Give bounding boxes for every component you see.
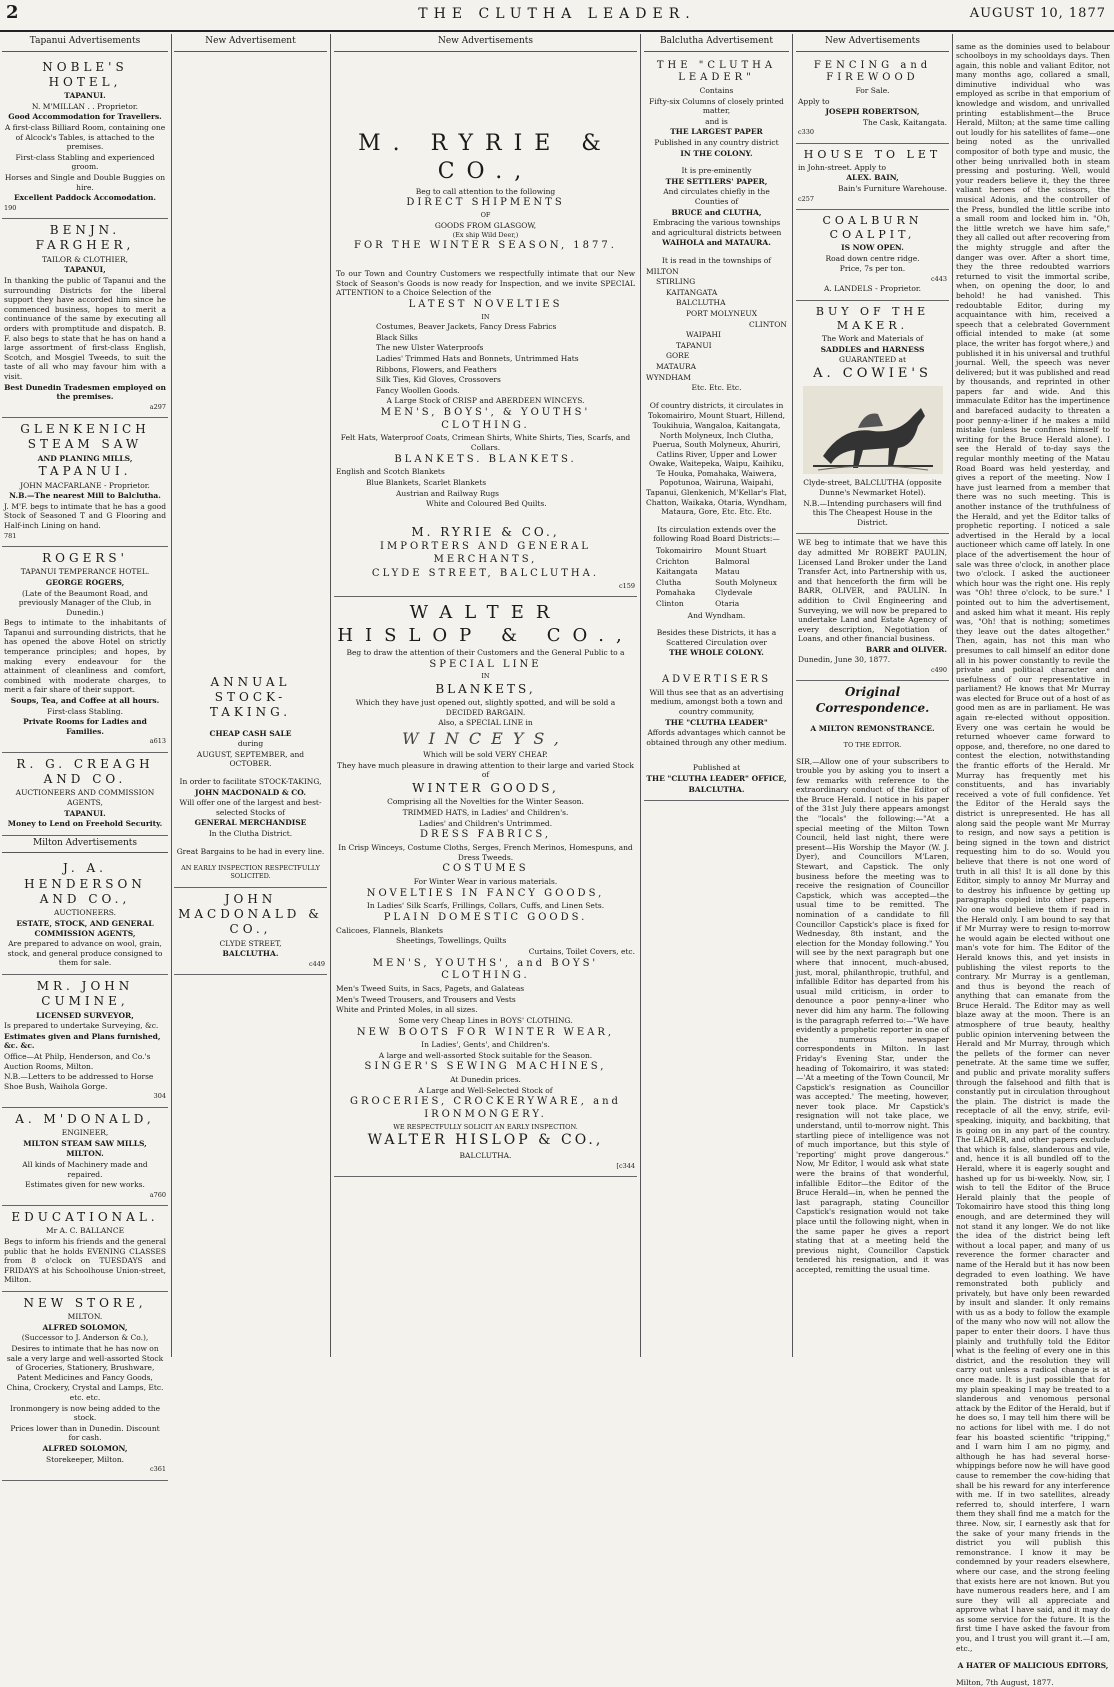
list-item: Black Silks <box>376 332 418 342</box>
horse-engraving <box>803 386 943 474</box>
ad-title: ANNUAL STOCK-TAKING. <box>209 674 292 720</box>
list-item: Silk Ties, Kid Gloves, Crossovers <box>376 375 501 385</box>
section-heading: New Advertisements <box>334 34 637 52</box>
ad-house-to-let: HOUSE TO LET in John-street. Apply to ALEX. BAIN, Bain's Furniture Warehouse. c257 <box>796 144 949 210</box>
correspondence-heading: Original Correspondence. <box>815 685 930 715</box>
column-letter-continued: same as the dominies used to belabour schoolboys in my schooldays days. Then again, this noble and valiant Editor, not many months ago, collared a small, diminutive individual who was employed as scribe in that emporium of knowledge and wisdom, and unrivalled printing establishment—the Bruce Herald, Milton; at the same time calling out loudly for his satellites of fame—one being noted as the unrivalled compositor of both type and music, the other being unrivalled both in steam pressing and posturing. Well, would your readers believe it, they the three valiant heroes of the scissors, the musical Adonis, and the controller of the Press, bundled the little scribe into a small room and locked him in. "Oh, the little wretch we have him safe," they all called out after recovering from the mighty struggle and after the danger was over. After a short time, they the three redoubted warriors returned to visit the immortal scribe, when, on opening the door, lo and behold! he had vanished. This redoubtable Editor, during my acquaintance with him, received a speech that a celebrated Government official intended to make (at some place, the writer has forgot where,) and published it in his universal and truthful journal. Well, the speech was never delivered; but it was published and read by thousands, and reprinted in other papers far and wide. And this immaculate Editor has the impertinence and barefaced audacity to threaten a poor penny-a-liner if he makes a mild mistake (unless he confines himself to writing for the Bruce Herald alone). I see the Herald of to-day says the regular monthly meeting of the Matau Road Board was held yesterday, and gives a report of the meeting. Now I have just learned from a member that there was no such meeting. This is another instance of the truthfulness of the Herald, and yet the Editor talks of prophetic reporting. I noticed a sale advertised in the Herald by a local auctioneer which came off lately. In one place of the advertisement the hour of sale was three o'clock, in another place two o'clock. I asked the auctioneer which hour was the right one. His reply was "Oh! three o'clock, to be sure." I pointed out to him the advertisement, and asked him what it meant. His reply was, "Oh! that is nothing; sometimes they leave out the dates altogether." Then, again, has not this man who presumes to call himself an editor done all in his power constantly to revile the private and political character and usefulness of our representative in parliament? He knows that Mr Murray was elected for Bruce out of a host of as good men as are in parliament. He was again re-elected without opposition. Every one was certain he would be returned whoever came forward to oppose, and, therefore, no one dared to contest the election, notwithstanding the frantic efforts of the Herald. Mr Murray has frequently met his constituents, and has invariably received a vote of full confidence. Yet the Editor of the Herald says the district is unrepresented. He has all along said the people want Mr Murray to resign, and now says a petition is being signed in the town and district requesting him to do so. Would you believe that there is not one word of truth in all this! It is all done by this Editor, simply to annoy Mr Murray and to destroy his influence by getting up paragraphs copied into other papers. No one would believe them if read in the Herald only. I am bound to say that if Mr Murray were to resign to-morrow he would again be elected without one man's vote for him. The Editor of the Herald knows this, and yet insists in publishing the vilest reports to the contrary. Mr Murray is a gentleman, and thus is beyond the reach of anything that can emanate from the Bruce Herald. The Editor may as well blaze away at the moon. There is an atmosphere of true beauty, healthy public opinion intervening between the Herald and Mr Murray, through which the pellets of the former can never penetrate. At the same time we suffer, and public and private morality suffers through the falsehood and filth that is constantly put in circulation throughout the plain. The district is made the receptacle of all the envy, strife, evil-speaking, iniquity, and backbiting, that is going on in any part of the country. The LEADER, and other papers exclude that which is false, slanderous and vile, and, hence it is all bundled off to the Herald, where it is eagerly sought and hashed up for us bi-weekly. Now, sir, I wish to tell the Editor of the Bruce Herald plainly that the people of Tokomairiro have stood this thing long enough, and are determined they will not stand it any longer. We do not like the idea of the district being left without a local paper, and many of us reverence the former character and name of the Herald but it has now been degraded to even loathing. We have remonstrated both publicly and privately, but have only been rewarded by insult and slander. It only remains with us as a body to follow the example of the many who now will not allow the paper to enter their doors. I have thus plainly and truthfully told the Editor what is the feeling of every one in this district, and the resolution they will carry out unless a radical change is at once made. It is just possible that for my plain speaking I may be treated to a slanderous and venomous personal attack by the Editor of the Herald, but if he does so, I may tell him there will be no actions for libel with me. I do not fear his boasted scientific "tripping," and I warn him I am no pigmy, and although he has had several horse-whippings before now he will have good cause to remember the cow-hiding that shall be his reward for any interference with me. If in two satellites, already referred to, should interfere, I warn them they shall find me a match for the three. Now, sir, I earnestly ask that for the sake of your many friends in the district you will publish this remonstrance. I know it may be condemned by your readers elsewhere, where our case, and the strong feeling that exists here are not known. But you have numerous readers here, and I am sure they will all appreciate and approve what I have said, and it may do as some service for the future. It is the first time I have asked the favour from you, and I trust you will grant it.—I am, etc., A HATER OF MALICIOUS EDITORS, Milton, 7th August, 1877. <box>956 41 1110 1687</box>
ad-title: WALTER HISLOP & CO., <box>337 601 634 646</box>
list-item: The new Ulster Waterproofs <box>376 343 484 353</box>
letter-title: A MILTON REMONSTRANCE. <box>810 723 935 733</box>
ad-title: A. M'DONALD, <box>15 1111 155 1126</box>
column-clutha-leader <box>644 34 789 1357</box>
letter-body: SIR,—Allow one of your subscribers to trouble you by asking you to insert a few remarks with reference to the extraordinary conduct of the Editor of the Bruce Herald. I notice in his paper of the 31st July there appears amongst the "locals" the following:—"At a special meeting of the Milton Town Council, held last night, there were present—His Worship the Mayor (W. J. Dyer), and Councillors M'Laren, Stewart, and Capstick. The only business before the meeting was to receive the resignation of Councillor Capstick, which was accepted—the usual time to be remitted. The nomination of a candidate to fill Councillor Capstick's place is fixed for Wednesday, 8th instant, and the election for the Monday following." You will see by the next paragraph but one where that innocent, much-abused, just, moral, philanthropic, truthful, and infallible Editor has departed from his usual mild criticism, in order to denounce a poor penny-a-liner who never did him any harm. The following is the paragraph referred to:—"We have evidently a prophetic reporter in one of the numerous newspaper correspondents in Milton. In last Friday's Evening Star, under the heading of Tokomairiro, it was stated:—'At a meeting of the Town Council, Mr Capstick's resignation as Councillor was accepted.' The meeting, however, never took place. Mr Capstick's resignation will not take place, we understand, until to-morrow night. This startling piece of intelligence was not of much importance, but this style of 'reporting' might prove dangerous." Now, Mr Editor, I would ask what state were the brains of that wonderful, infallible Editor—the Editor of the Bruce Herald—in, when he penned the last paragraph, stating Councillor Capstick's resignation would not take place until the following night, when in the same paper he gives a report stating that at a meeting held the previous night, Councillor Capstick tendered his resignation, and it was accepted, remitting the usual time. <box>796 756 949 1274</box>
ad-title: J. A. HENDERSON AND CO., <box>24 861 146 907</box>
section-heading: Milton Advertisements <box>2 836 168 854</box>
list-item: WAIPAHI <box>686 330 721 340</box>
list-item: MATAURA <box>656 361 697 371</box>
list-item: Mount Stuart <box>715 546 767 556</box>
ad-nobles-hotel: NOBLE'S HOTEL, TAPANUI. N. M'MILLAN . . Proprietor. Good Accommodation for Travellers. A first-class Billiard Room, containing one of Alcock's Tables, is attached to the premises. First-class Stabling and experienced groom. Horses and Single and Double Buggies on hire. Excellent Paddock Accomodation. 190 <box>2 56 168 220</box>
list-item: Etc. Etc. Etc. <box>691 383 742 393</box>
ad-clutha-leader: THE "CLUTHA LEADER" Contains Fifty-six Columns of closely printed matter, and is THE LARGEST PAPER Published in any country district IN THE COLONY. It is pre-eminently THE SETTLERS' PAPER, And circulates chiefly in the Counties of BRUCE and CLUTHA, Embracing the various townships and agricultural districts between WAIHOLA and MATAURA. It is read in the townships of MILTON STIRLING KAITANGATA BALCLUTHA PORT MOLYNEUX CLINTON WAIPAHI TAPANUI GORE MATAURA WYNDHAM Etc. Etc. Etc. Of country districts, it circulates in Tokomairiro, Mount Stuart, Hillend, Toukihuia, Wangaloa, Kaitangata, North Molyneux, Inch Clutha, Puerua, South Molyneux, Ahuriri, Catlins River, Upper and Lower Owake, Waitepeka, Waipu, Kaihiku, Te Houka, Pomahaka, Waiwera, Popotunoa, Wairuna, Waipahi, Tapanui, Glenkenich, M'Kellar's Flat, Chatton, Waikaka, Otaria, Wyndham, Mataura, Gore, Etc. Etc. Etc. Its circulation extends over the following Road Board Districts:— Tokomairiro Crichton Kaitangata Clutha Pomahaka Clinton Mount Stuart Balmoral Matau South Molyneux Clydevale Otaria And Wyndham. Besides these Districts, it has a Scattered Circulation over THE WHOLE COLONY. ADVERTISERS Will thus see that as an advertising medium, amongst both a town and country community, THE "CLUTHA LEADER" Affords advantages which cannot be obtained through any other medium. Published at THE "CLUTHA LEADER" OFFICE, BALCLUTHA. <box>644 56 789 802</box>
ad-henderson: J. A. HENDERSON AND CO., AUCTIONEERS. ESTATE, STOCK, AND GENERAL COMMISSION AGENTS, Are prepared to advance on wool, grain, stock, and general produce consigned to them for sale. <box>2 857 168 975</box>
column-divider <box>171 34 172 1357</box>
township-list <box>646 267 787 393</box>
ad-title: M. RYRIE & CO., <box>358 130 613 184</box>
column-new-advertisement <box>174 34 327 1357</box>
column-tapanui-milton <box>2 34 168 1474</box>
list-item: Tokomairiro <box>656 546 703 556</box>
ad-buy-of-the-maker: BUY OF THE MAKER. The Work and Materials of SADDLES and HARNESS GUARANTEED at A. COWIE'S Clyde-street, BALCLUTHA (opposite Dunne's Newmarket Hotel). N.B.—Intending purchasers will find this The Cheapest House in the District. <box>796 301 949 535</box>
list-item: Costumes, Beaver Jackets, Fancy Dress Fabrics <box>376 322 557 332</box>
list-item: Ladies' Trimmed Hats and Bonnets, Untrimmed Hats <box>376 353 579 363</box>
ad-stock-taking: ANNUAL STOCK-TAKING. CHEAP CASH SALE during AUGUST, SEPTEMBER, and OCTOBER. In order to facilitate STOCK-TAKING, JOHN MACDONALD & CO. Will offer one of the largest and best-selected Stocks of GENERAL MERCHANDISE In the Clutha District. Great Bargains to be had in every line. AN EARLY INSPECTION RESPECTFULLY SOLICITED. <box>174 671 327 888</box>
list-item: KAITANGATA <box>666 287 718 297</box>
column-divider <box>952 34 953 1357</box>
section-heading: New Advertisement <box>174 34 327 52</box>
masthead <box>0 0 1114 32</box>
ad-title: NEW STORE, <box>23 1295 147 1310</box>
ad-new-store: NEW STORE, MILTON. ALFRED SOLOMON, (Successor to J. Anderson & Co.), Desires to intimate that he has now on sale a very large and well-assorted Stock of Groceries, Stationery, Brushware, Patent Medicines and Fancy Goods, China, Crockery, Crystal and Lamps, Etc. etc. etc. Ironmongery is now being added to the stock. Prices lower than in Dunedin. Discount for cash. ALFRED SOLOMON, Storekeeper, Milton. c361 <box>2 1292 168 1481</box>
list-item: Ribbons, Flowers, and Feathers <box>376 364 497 374</box>
ad-creagh: R. G. CREAGH AND CO. AUCTIONEERS AND COMMISSION AGENTS, TAPANUI. Money to Lend on Freehold Security. <box>2 753 168 836</box>
list-item: BALCLUTHA <box>676 298 726 308</box>
ad-barr-oliver: WE beg to intimate that we have this day admitted Mr ROBERT PAULIN, Licensed Land Broker under the Land Transfer Act, into Partnership with us, and that henceforth the firm will be BARR, OLIVER, and PAULIN. In addition to Civil Engineering and Surveying, we will now be prepared to undertake Land and Estate Agency of every description, Negotiation of Loans, and other financial business. BARR and OLIVER. Dunedin, June 30, 1877. c490 <box>796 534 949 681</box>
list-item: CLINTON <box>749 319 787 329</box>
list-item: Clutha <box>656 577 682 587</box>
list-item: Clinton <box>656 599 684 609</box>
ad-title: THE "CLUTHA LEADER" <box>656 59 777 84</box>
masthead-rule <box>0 30 1114 32</box>
ad-ryrie: M. RYRIE & CO., Beg to call attention to the following DIRECT SHIPMENTS OF GOODS FROM GLASGOW, (Ex ship Wild Deer,) FOR THE WINTER SEASON, 1877. To our Town and Country Customers we respectfully intimate that our New Stock of Season's Goods is now ready for Inspection, and we invite SPECIAL ATTENTION to a Choice Selection of the LATEST NOVELTIES IN Costumes, Beaver Jackets, Fancy Dress Fabrics Black Silks The new Ulster Waterproofs Ladies' Trimmed Hats and Bonnets, Untrimmed Hats Ribbons, Flowers, and Feathers Silk Ties, Kid Gloves, Crossovers Fancy Woollen Goods. A Large Stock of CRISP and ABERDEEN WINCEYS. MEN'S, BOYS', & YOUTHS' CLOTHING. Felt Hats, Waterproof Coats, Crimean Shirts, White Shirts, Ties, Scarfs, and Collars. BLANKETS. BLANKETS. English and Scotch Blankets Blue Blankets, Scarlet Blankets Austrian and Railway Rugs White and Coloured Bed Quilts. M. RYRIE & CO., IMPORTERS AND GENERAL MERCHANTS, CLYDE STREET, BALCLUTHA. c159 <box>334 126 637 597</box>
column-ryrie-hislop <box>334 34 637 1357</box>
ad-title: MR. JOHN CUMINE, <box>36 978 134 1009</box>
novelties-list <box>336 322 635 395</box>
column-divider <box>640 34 641 1357</box>
issue-date: AUGUST 10, 1877 <box>969 6 1106 21</box>
ad-fencing: FENCING and FIREWOOD For Sale. Apply to JOSEPH ROBERTSON, The Cask, Kaitangata. c330 <box>796 56 949 144</box>
list-item: Otaria <box>715 599 740 609</box>
list-item: Pomahaka <box>656 588 696 598</box>
list-item: WYNDHAM <box>646 372 691 382</box>
ad-rogers-hotel: ROGERS' TAPANUI TEMPERANCE HOTEL. GEORGE ROGERS, (Late of the Beaumont Road, and previously Manager of the Club, in Dunedin.) Begs to intimate to the inhabitants of Tapanui and surrounding districts, that he has opened the above Hotel on strictly temperance principles; and hopes, by making every endeavour for the attainment of cleanliness and comfort, combined with moderate charges, to merit a fair share of their support. Soups, Tea, and Coffee at all hours. First-class Stabling. Private Rooms for Ladies and Families. a613 <box>2 547 168 753</box>
road-board-list <box>646 545 787 610</box>
ad-john-macdonald: JOHN MACDONALD & CO., CLYDE STREET, BALCLUTHA. c449 <box>174 888 327 976</box>
page-number: 2 <box>6 2 19 23</box>
list-item: MILTON <box>646 266 679 276</box>
list-item: GORE <box>666 351 690 361</box>
ad-title: FENCING and FIREWOOD <box>813 59 932 84</box>
ad-title: COALBURN COALPIT, <box>822 213 923 242</box>
ad-title: HOUSE TO LET <box>803 147 942 161</box>
ad-title: R. G. CREAGH AND CO. <box>16 756 154 787</box>
ad-educational: EDUCATIONAL. Mr A. C. BALLANCE Begs to inform his friends and the general public that he holds EVENING CLASSES from 8 o'clock on TUESDAYS and FRIDAYS at his Schoolhouse Union-street, Milton. <box>2 1206 168 1292</box>
column-divider <box>330 34 331 1357</box>
section-heading: New Advertisements <box>796 34 949 52</box>
list-item: Balmoral <box>715 556 750 566</box>
ad-title: NOBLE'S HOTEL, <box>42 59 128 89</box>
ad-walter-hislop: WALTER HISLOP & CO., Beg to draw the attention of their Customers and the General Public to a SPECIAL LINE IN BLANKETS, Which they have just opened out, slightly spotted, and will be sold a DECIDED BARGAIN. Also, a SPECIAL LINE in WINCEYS, Which will be sold VERY CHEAP. They have much pleasure in drawing attention to their large and varied Stock of WINTER GOODS, Comprising all the Novelties for the Winter Season. TRIMMED HATS, in Ladies' and Children's. Ladies' and Children's Untrimmed. DRESS FABRICS, In Crisp Winceys, Costume Cloths, Serges, French Merinos, Homespuns, and Dress Tweeds. COSTUMES For Winter Wear in various materials. NOVELTIES IN FANCY GOODS, In Ladies' Silk Scarfs, Frillings, Collars, Cuffs, and Linen Sets. PLAIN DOMESTIC GOODS. Calicoes, Flannels, Blankets Sheetings, Towellings, Quilts Curtains, Toilet Covers, etc. MEN'S, YOUTHS', and BOYS' CLOTHING. Men's Tweed Suits, in Sacs, Pagets, and Galateas Men's Tweed Trousers, and Trousers and Vests White and Printed Moles, in all sizes. Some very Cheap Lines in BOYS' CLOTHING. NEW BOOTS FOR WINTER WEAR, In Ladies', Gents', and Children's. A large and well-assorted Stock suitable for the Season. SINGER'S SEWING MACHINES, At Dunedin prices. A Large and Well-Selected Stock of GROCERIES, CROCKERYWARE, and IRONMONGERY. WE RESPECTFULLY SOLICIT AN EARLY INSPECTION. WALTER HISLOP & CO., BALCLUTHA. [c344 <box>334 597 637 1177</box>
ad-title: GLENKENICH STEAM SAW <box>20 422 150 452</box>
list-item: STIRLING <box>656 277 696 287</box>
ad-title: BENJN. FARGHER, <box>35 223 135 253</box>
section-heading: Tapanui Advertisements <box>2 34 168 52</box>
letter-body-continued: same as the dominies used to belabour schoolboys in my schooldays days. Then again, this noble and valiant Editor, not many months ago, collared a small, diminutive individual who was employed as scribe in that emporium of knowledge and wisdom, and unrivalled printing establishment—the Bruce Herald, Milton; at the same time calling out loudly for his satellites of fame—one being noted as the unrivalled compositor of both type and music, the other being unrivalled both in steam pressing and posturing. Well, would your readers believe it, they the three valiant heroes of the scissors, the musical Adonis, and the controller of the Press, bundled the little scribe into a small room and locked him in. "Oh, the little wretch we have him safe," they all called out after recovering from the mighty struggle and after the danger was over. After a short time, they the three redoubted warriors returned to visit the immortal scribe, when, on opening the door, lo and behold! he had vanished. This redoubtable Editor, during my acquaintance with him, received a speech that a celebrated Government official intended to make (at some place, the writer has forgot where,) and published it in his universal and truthful journal. Well, the speech was never delivered; but it was published and read by thousands, and reprinted in other papers far and wide. And this immaculate Editor has the impertinence and barefaced audacity to threaten a poor penny-a-liner if he makes a mild mistake (unless he confines himself to writing for the Bruce Herald alone). I see the Herald of to-day says the regular monthly meeting of the Matau Road Board was held yesterday, and gives a report of the meeting. Now I have just learned from a member that there was no such meeting. This is another instance of the truthfulness of the Herald, and yet the Editor talks of prophetic reporting. I noticed a sale advertised in the Herald by a local auctioneer which came off lately. In one place of the advertisement the hour of sale was three o'clock, in another place two o'clock. I asked the auctioneer which hour was the right one. His reply was "Oh! three o'clock, to be sure." I pointed out to him the advertisement, and asked him what it meant. His reply was, "Oh! that is nothing; sometimes they leave out the dates altogether." Then, again, has not this man who presumes to call himself an editor done all in his power constantly to revile the private and political character and usefulness of our representative in parliament? He knows that Mr Murray was elected for Bruce out of a host of as good men as are in parliament. He was again re-elected without opposition. Every one was certain he would be returned whoever came forward to oppose, and, therefore, no one dared to contest the election, notwithstanding the frantic efforts of the Herald. Mr Murray has frequently met his constituents, and has invariably received a vote of full confidence. Yet the Editor of the Herald says the district is unrepresented. He has all along said the people want Mr Murray to resign, and now says a petition is being signed in the town and district requesting him to do so. Would you believe that there is not one word of truth in all this! It is all done by this Editor, simply to annoy Mr Murray and to destroy his influence by getting up paragraphs copied into other papers. No one would believe them if read in the Herald only. I am bound to say that if Mr Murray were to resign to-morrow he would again be elected without one man's vote for him. The Editor of the Herald knows this, and yet insists in publishing the vilest reports to the contrary. Mr Murray is a gentleman, and thus is beyond the reach of anything that can emanate from the Bruce Herald. The Editor may as well blaze away at the moon. There is an atmosphere of true beauty, healthy public opinion intervening between the Herald and Mr Murray, through which the pellets of the former can never penetrate. At the same time we suffer, and public and private morality suffers through the falsehood and filth that is constantly put in circulation throughout the plain. The district is made the receptacle of all the envy, strife, evil-speaking, iniquity, and backbiting, that is going on in any part of the country. The LEADER, and other papers exclude that which is false, slanderous and vile, and, hence it is all bundled off to the Herald, where it is eagerly sought and hashed up for us bi-weekly. Now, sir, I wish to tell the Editor of the Bruce Herald plainly that the people of Tokomairiro have stood this thing long enough, and are determined they will not stand it any longer. We do not like the idea of the district being left without a local paper, and many of us reverence the former character and name of the Herald but it has now been degraded to even loathing. We have remonstrated both publicly and privately, but have only been rewarded by insult and slander. It only remains with us as a body to follow the example of the many who now will not allow the paper to enter their doors. I have thus plainly and truthfully told the Editor what is the feeling of every one in this district, and the resolution they will carry out unless a radical change is at once made. It is just possible that for my plain speaking I may be treated to a slanderous and venomous personal attack by the Editor of the Herald, but if he does so, I may tell him there will be no actions for libel with me. I do not fear his boasted scientific "tripping," and I warn him I am no pigmy, and although he has had several horse-whippings before now he will have good cause to remember the cow-hiding that shall be his reward for any interference with me. If in two satellites, already referred to, should interfere, I warn them they shall find me a match for the three. Now, sir, I earnestly ask that for the sake of your many friends in the district you will publish this remonstrance. I know it may be condemned by your readers elsewhere, where our case, and the strong feeling that exists here are not known. But you have numerous readers here, and I am sure they will all appreciate and approve what I have said, and it may do as some service for the future. It is the first time I have asked the favour from you, and I trust you will grant it.—I am, etc., <box>956 41 1110 1653</box>
ad-cumine: MR. JOHN CUMINE, LICENSED SURVEYOR, Is prepared to undertake Surveying, &c. Estimates given and Plans furnished, &c. &c. Office—At Philp, Henderson, and Co.'s Auction Rooms, Milton. N.B.—Letters to be addressed to Horse Shoe Bush, Waihola Gorge. 304 <box>2 975 168 1108</box>
ad-coalburn: COALBURN COALPIT, IS NOW OPEN. Road down centre ridge. Price, 7s per ton. c443 A. LANDELS - Proprietor. <box>796 210 949 301</box>
ad-title: BUY OF THE MAKER. <box>815 304 930 332</box>
list-item: Kaitangata <box>656 567 698 577</box>
list-item: PORT MOLYNEUX <box>686 308 758 318</box>
ad-fargher: BENJN. FARGHER, TAILOR & CLOTHIER, TAPANUI, In thanking the public of Tapanui and the surrounding Districts for the liberal support they have accorded him since he commenced business, hopes to merit a continuance of the same by executing all orders with promptitude and dispatch. B. F. also begs to state that he has on hand a large assortment of first-class English, Scotch, and Mosgiel Tweeds, to suit the taste of all who may favour him with a visit. Best Dunedin Tradesmen employed on the premises. a297 <box>2 219 168 418</box>
ad-mcdonald: A. M'DONALD, ENGINEER, MILTON STEAM SAW MILLS, MILTON. All kinds of Machinery made and repaired. Estimates given for new works. a760 <box>2 1108 168 1206</box>
letter-signature: A HATER OF MALICIOUS EDITORS, <box>957 1660 1109 1670</box>
blank-space <box>174 56 327 671</box>
list-item: South Molyneux <box>715 577 777 587</box>
newspaper-title: THE CLUTHA LEADER. <box>418 6 696 22</box>
list-item: Crichton <box>656 556 690 566</box>
list-item: TAPANUI <box>676 340 712 350</box>
list-item: Matau <box>715 567 740 577</box>
ad-glenkenich-mills: GLENKENICH STEAM SAW AND PLANING MILLS, TAPANUI. JOHN MACFARLANE - Proprietor. N.B.—The nearest Mill to Balclutha. J. M'F. begs to intimate that he has a good Stock of Seasoned T and G Flooring and Half-inch Lining on hand. 781 <box>2 418 168 547</box>
column-new-advertisements-right: New Advertisements FENCING and FIREWOOD For Sale. Apply to JOSEPH ROBERTSON, The Cask, Kaitangata. c330 HOUSE TO LET in John-street. Apply to ALEX. BAIN, Bain's Furniture Warehouse. c257 COALBURN COALPIT, IS NOW OPEN. Road down centre ridge. Price, 7s per ton. c443 A. LANDELS - Proprietor. BUY OF THE MAKER. The Work and Materials of SADDLES and HARNESS GUARANTEED at A. COWIE'S Clyde-street, BALCLUTHA (opposite Dunne's Newmarket Hotel). N.B.—Intending purchasers will find this The Cheapest House in the District. WE beg to intimate that we have this day admitted Mr ROBERT PAULIN, Licensed Land Broker under the Land Transfer Act, into Partnership with us, and that henceforth the firm will be BARR, OLIVER, and PAULIN. In addition to Civil Engineering and Surveying, we will now be prepared to undertake Land and Estate Agency of every description, Negotiation of Loans, and other financial business. BARR and OLIVER. Dunedin, June 30, 1877. c490 Original Correspondence. A MILTON REMONSTRANCE. TO THE EDITOR. SIR,—Allow one of your subscribers to trouble you by asking you to insert a few remarks with reference to the extraordinary conduct of the Editor of the Bruce Herald. I notice in his paper of the 31st July there appears amongst the "locals" the following:—"At a special meeting of the Milton Town Council, held last night, there were present—His Worship the Mayor (W. J. Dyer), and Councillors M'Laren, Stewart, and Capstick. The only business before the meeting was to receive the resignation of Councillor Capstick, which was accepted—the usual time to be remitted. The nomination of a candidate to fill Councillor Capstick's place is fixed for Wednesday, 8th instant, and the election for the Monday following." You will see by the next paragraph but one where that innocent, much-abused, just, moral, philanthropic, truthful, and infallible Editor has departed from his usual mild criticism, in order to denounce a poor penny-a-liner who never did him any harm. The following is the paragraph referred to:—"We have evidently a prophetic reporter in one of the numerous newspaper correspondents in Milton. In last Friday's Evening Star, under the heading of Tokomairiro, it was stated:—'At a meeting of the Town Council, Mr Capstick's resignation as Councillor was accepted.' The meeting, however, never took place. Mr Capstick's resignation will not take place, we understand, until to-morrow night. This startling piece of intelligence was not of much importance, but this style of 'reporting' might prove dangerous." Now, Mr Editor, I would ask what state were the brains of that wonderful, infallible Editor—the Editor of the Bruce Herald—in, when he penned the last paragraph, stating Councillor Capstick's resignation would not take place until the following night, when in the same paper he gives a report stating that at a meeting held the previous night, Councillor Capstick tendered his resignation, and it was accepted, remitting the usual time. <box>796 36 949 1274</box>
ad-title: JOHN MACDONALD & CO., <box>178 891 323 937</box>
list-item: Fancy Woollen Goods. <box>376 385 460 395</box>
section-heading: Balclutha Advertisement <box>644 34 789 52</box>
column-divider <box>792 34 793 1357</box>
list-item: Clydevale <box>715 588 753 598</box>
ad-title: ROGERS' <box>42 550 128 565</box>
ad-title: EDUCATIONAL. <box>11 1210 159 1224</box>
